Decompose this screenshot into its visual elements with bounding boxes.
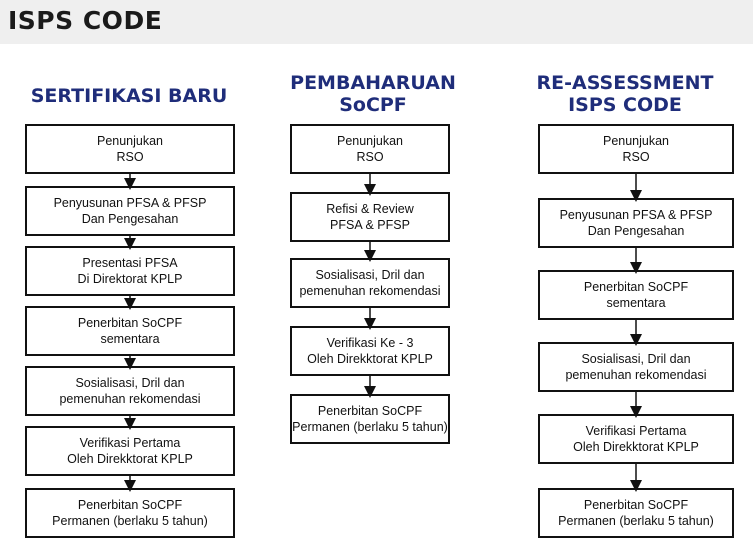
step-line: pemenuhan rekomendasi: [565, 368, 707, 382]
step-line: Di Direktorat KPLP: [77, 272, 183, 286]
step-line: Penunjukan: [336, 134, 404, 148]
step-line: sementara: [100, 332, 160, 346]
step-line: Oleh Direkktorat KPLP: [307, 352, 433, 366]
step-line: pemenuhan rekomendasi: [299, 284, 441, 298]
column-title-line: SoCPF: [339, 94, 407, 116]
step-line: Presentasi PFSA: [82, 256, 178, 270]
step-line: Permanen (berlaku 5 tahun): [52, 514, 208, 528]
step-line: sementara: [606, 296, 666, 310]
step-line: PFSA & PFSP: [330, 218, 410, 232]
step-line: Penunjukan: [602, 134, 670, 148]
step-line: Penerbitan SoCPF: [317, 404, 423, 418]
step-line: Penerbitan SoCPF: [77, 316, 183, 330]
step-line: Verifikasi Pertama: [585, 424, 687, 438]
step-line: Penyusunan PFSA & PFSP: [53, 196, 207, 210]
step-line: Sosialisasi, Dril dan: [75, 376, 185, 390]
step-line: Verifikasi Ke - 3: [326, 336, 414, 350]
column-title-line: SERTIFIKASI BARU: [30, 85, 228, 107]
step-line: Penerbitan SoCPF: [583, 280, 689, 294]
step-line: Sosialisasi, Dril dan: [315, 268, 425, 282]
step-line: Dan Pengesahan: [81, 212, 179, 226]
step-line: Oleh Direkktorat KPLP: [573, 440, 699, 454]
step-line: pemenuhan rekomendasi: [59, 392, 201, 406]
column-title-line: ISPS CODE: [568, 94, 682, 116]
step-line: Penerbitan SoCPF: [583, 498, 689, 512]
step-line: RSO: [356, 150, 384, 164]
step-line: Permanen (berlaku 5 tahun): [292, 420, 448, 434]
step-line: Refisi & Review: [326, 202, 414, 216]
step-line: Sosialisasi, Dril dan: [581, 352, 691, 366]
page-title: ISPS CODE: [8, 6, 163, 35]
column-title-line: RE-ASSESSMENT: [536, 72, 714, 94]
step-line: RSO: [116, 150, 144, 164]
step-line: RSO: [622, 150, 650, 164]
step-line: Permanen (berlaku 5 tahun): [558, 514, 714, 528]
step-line: Penunjukan: [96, 134, 164, 148]
step-line: Verifikasi Pertama: [79, 436, 181, 450]
step-line: Penerbitan SoCPF: [77, 498, 183, 512]
step-line: Dan Pengesahan: [587, 224, 685, 238]
step-line: Oleh Direkktorat KPLP: [67, 452, 193, 466]
column-title-line: PEMBAHARUAN: [290, 72, 456, 94]
step-line: Penyusunan PFSA & PFSP: [559, 208, 713, 222]
